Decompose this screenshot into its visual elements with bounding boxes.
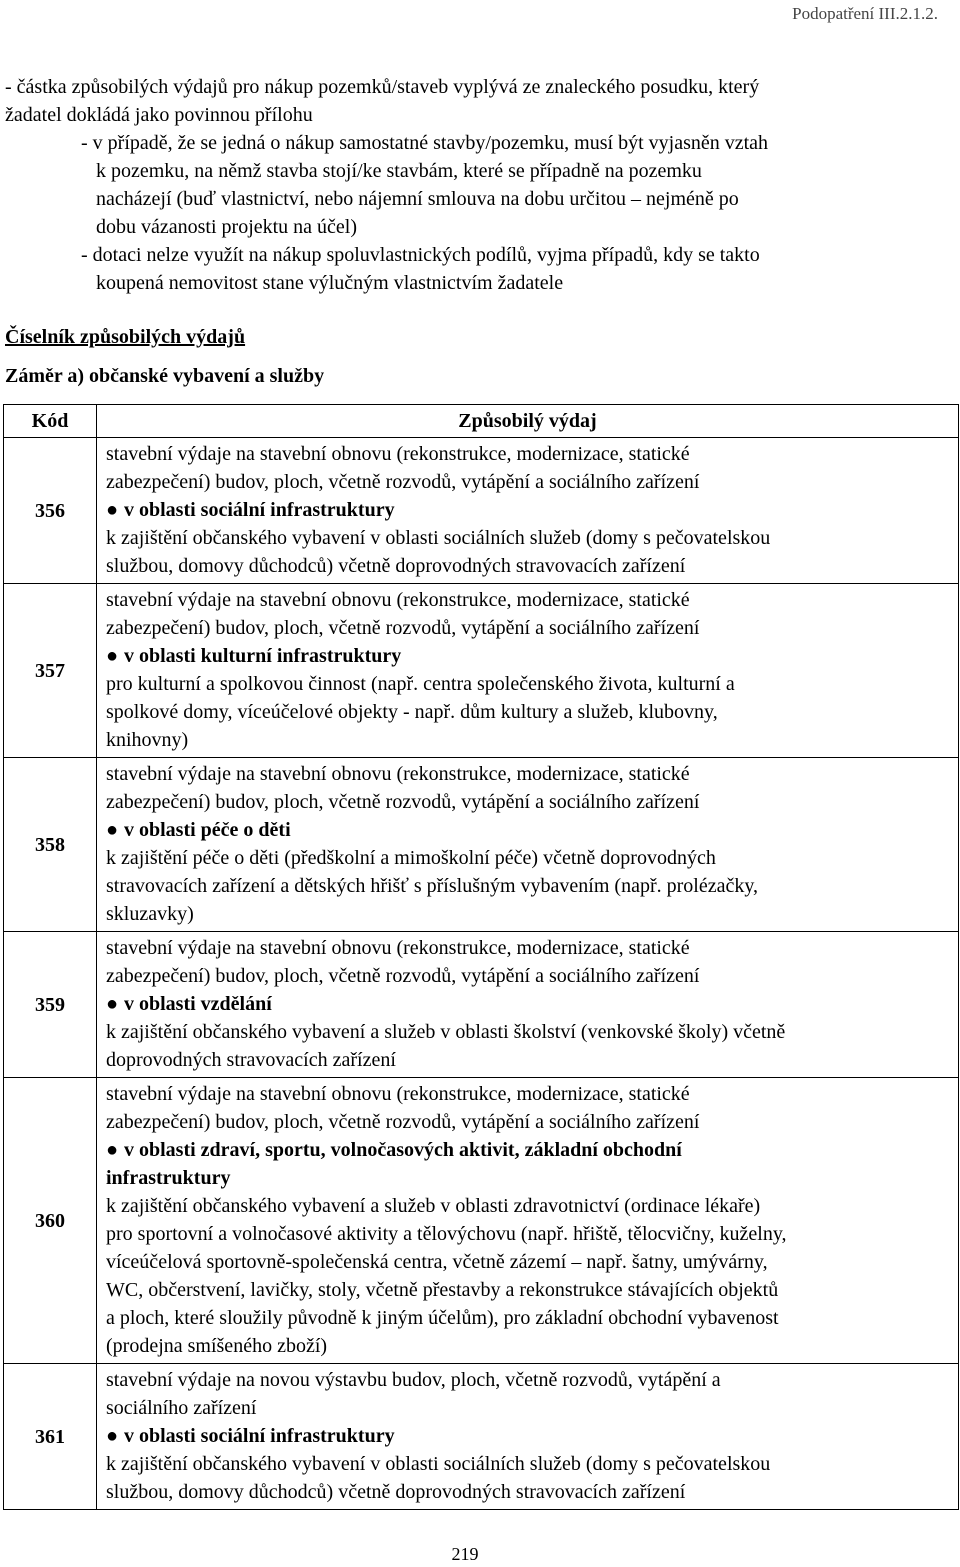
- expense-text-line: stravovacích zařízení a dětských hřišť s příslušným vybavením (např. prolézačky,: [106, 875, 759, 897]
- intro-line: k pozemku, na němž stavba stojí/ke stavbám, které se případně na pozemku: [96, 160, 702, 182]
- expense-area-line: [106, 1164, 954, 1192]
- expense-area-line: [106, 990, 954, 1018]
- table-row: [4, 438, 959, 584]
- expense-area-label: v oblasti sociální infrastruktury: [124, 499, 395, 521]
- expense-text-line: (prodejna smíšeného zboží): [106, 1335, 328, 1357]
- expense-text-line: skluzavky): [106, 903, 194, 925]
- table-row: [4, 1364, 959, 1510]
- expense-text-line: službou, domovy důchodců) včetně doprovodných stravovacích zařízení: [106, 1481, 686, 1503]
- expense-area-label: v oblasti vzdělání: [124, 993, 272, 1015]
- expense-description: [97, 758, 959, 932]
- expense-area-line: [106, 816, 954, 844]
- expense-text-line: stavební výdaje na stavební obnovu (rekonstrukce, modernizace, statické: [106, 443, 690, 465]
- expense-area-line: [106, 496, 954, 524]
- expense-area-label: v oblasti péče o děti: [124, 819, 291, 841]
- page-number: 219: [451, 1544, 479, 1564]
- expense-text-line: WC, občerstvení, lavičky, stoly, včetně přestavby a rekonstrukce stávajících objektů: [106, 1279, 779, 1301]
- expense-area-label: v oblasti zdraví, sportu, volnočasových aktivit, základní obchodní: [124, 1139, 682, 1161]
- intro-line: nacházejí (buď vlastnictví, nebo nájemní smlouva na dobu určitou – nejméně po: [96, 188, 739, 210]
- expense-text-line: stavební výdaje na stavební obnovu (rekonstrukce, modernizace, statické: [106, 1083, 690, 1105]
- expense-code: 359: [4, 932, 97, 1078]
- expense-code: 361: [4, 1364, 97, 1510]
- expense-text-line: zabezpečení) budov, ploch, včetně rozvodů, vytápění a sociálního zařízení: [106, 791, 700, 813]
- intro-conditions: [5, 73, 945, 297]
- expense-description: [97, 438, 959, 584]
- expense-area-label: v oblasti kulturní infrastruktury: [124, 645, 402, 667]
- intro-line: - dotaci nelze využít na nákup spoluvlastnických podílů, vyjma případů, kdy se takto: [81, 244, 760, 266]
- expense-description: [97, 584, 959, 758]
- expense-area-line: [106, 642, 954, 670]
- subsection-heading: Záměr a) občanské vybavení a služby: [5, 365, 325, 387]
- table-row: [4, 932, 959, 1078]
- expense-code: 356: [4, 438, 97, 584]
- intro-line: - částka způsobilých výdajů pro nákup pozemků/staveb vyplývá ze znaleckého posudku, který: [5, 76, 760, 98]
- expense-code: 358: [4, 758, 97, 932]
- expense-text-line: pro sportovní a volnočasové aktivity a tělovýchovu (např. hřiště, tělocvičny, kuželny,: [106, 1223, 787, 1245]
- expense-area-label: infrastruktury: [106, 1167, 231, 1189]
- expense-description: [97, 932, 959, 1078]
- expense-text-line: víceúčelová sportovně-společenská centra, včetně zázemí – např. šatny, umývárny,: [106, 1251, 768, 1273]
- expense-area-line: [106, 1422, 954, 1450]
- expense-text-line: knihovny): [106, 729, 189, 751]
- expense-text-line: stavební výdaje na novou výstavbu budov, ploch, včetně rozvodů, vytápění a: [106, 1369, 721, 1391]
- expense-code-table: [3, 404, 959, 1510]
- expense-text-line: stavební výdaje na stavební obnovu (rekonstrukce, modernizace, statické: [106, 589, 690, 611]
- document-reference: Podopatření III.2.1.2.: [792, 4, 938, 23]
- expense-code: 357: [4, 584, 97, 758]
- bullet-icon: ●: [106, 499, 119, 521]
- bullet-icon: ●: [106, 1139, 119, 1161]
- expense-text-line: k zajištění občanského vybavení v oblasti sociálních služeb (domy s pečovatelskou: [106, 1453, 771, 1475]
- table-row: [4, 584, 959, 758]
- table-body: [4, 438, 959, 1510]
- expense-description: [97, 1078, 959, 1364]
- bullet-icon: ●: [106, 819, 119, 841]
- expense-text-line: službou, domovy důchodců) včetně doprovodných stravovacích zařízení: [106, 555, 686, 577]
- table-row: [4, 758, 959, 932]
- expense-code: 360: [4, 1078, 97, 1364]
- expense-description: [97, 1364, 959, 1510]
- expense-text-line: k zajištění občanského vybavení v oblasti sociálních služeb (domy s pečovatelskou: [106, 527, 771, 549]
- intro-line: koupená nemovitost stane výlučným vlastnictvím žadatele: [96, 272, 564, 294]
- intro-line: žadatel dokládá jako povinnou přílohu: [5, 104, 313, 126]
- bullet-icon: ●: [106, 993, 119, 1015]
- bullet-icon: ●: [106, 645, 119, 667]
- expense-text-line: sociálního zařízení: [106, 1397, 257, 1419]
- expense-text-line: pro kulturní a spolkovou činnost (např. centra společenského života, kulturní a: [106, 673, 735, 695]
- expense-area-label: v oblasti sociální infrastruktury: [124, 1425, 395, 1447]
- expense-text-line: zabezpečení) budov, ploch, včetně rozvodů, vytápění a sociálního zařízení: [106, 617, 700, 639]
- section-heading: Číselník způsobilých výdajů: [5, 326, 246, 348]
- table-header-row: [4, 405, 959, 438]
- intro-line: - v případě, že se jedná o nákup samostatné stavby/pozemku, musí být vyjasněn vztah: [81, 132, 769, 154]
- expense-area-line: [106, 1136, 954, 1164]
- expense-text-line: stavební výdaje na stavební obnovu (rekonstrukce, modernizace, statické: [106, 763, 690, 785]
- bullet-icon: ●: [106, 1425, 119, 1447]
- code-column-header: Kód: [4, 405, 97, 438]
- expense-text-line: zabezpečení) budov, ploch, včetně rozvodů, vytápění a sociálního zařízení: [106, 1111, 700, 1133]
- expense-text-line: zabezpečení) budov, ploch, včetně rozvodů, vytápění a sociálního zařízení: [106, 965, 700, 987]
- expense-text-line: stavební výdaje na stavební obnovu (rekonstrukce, modernizace, statické: [106, 937, 690, 959]
- table-row: [4, 1078, 959, 1364]
- expense-text-line: a ploch, které sloužily původně k jiným účelům), pro základní obchodní vybavenost: [106, 1307, 779, 1329]
- expense-text-line: k zajištění občanského vybavení a služeb v oblasti školství (venkovské školy) včetně: [106, 1021, 786, 1043]
- expense-text-line: k zajištění péče o děti (předškolní a mimoškolní péče) včetně doprovodných: [106, 847, 716, 869]
- expense-text-line: zabezpečení) budov, ploch, včetně rozvodů, vytápění a sociálního zařízení: [106, 471, 700, 493]
- expense-text-line: doprovodných stravovacích zařízení: [106, 1049, 396, 1071]
- expense-text-line: spolkové domy, víceúčelové objekty - např. dům kultury a služeb, klubovny,: [106, 701, 718, 723]
- intro-line: dobu vázanosti projektu na účel): [96, 216, 358, 238]
- expense-column-header: Způsobilý výdaj: [97, 405, 959, 438]
- expense-text-line: k zajištění občanského vybavení a služeb v oblasti zdravotnictví (ordinace lékaře): [106, 1195, 761, 1217]
